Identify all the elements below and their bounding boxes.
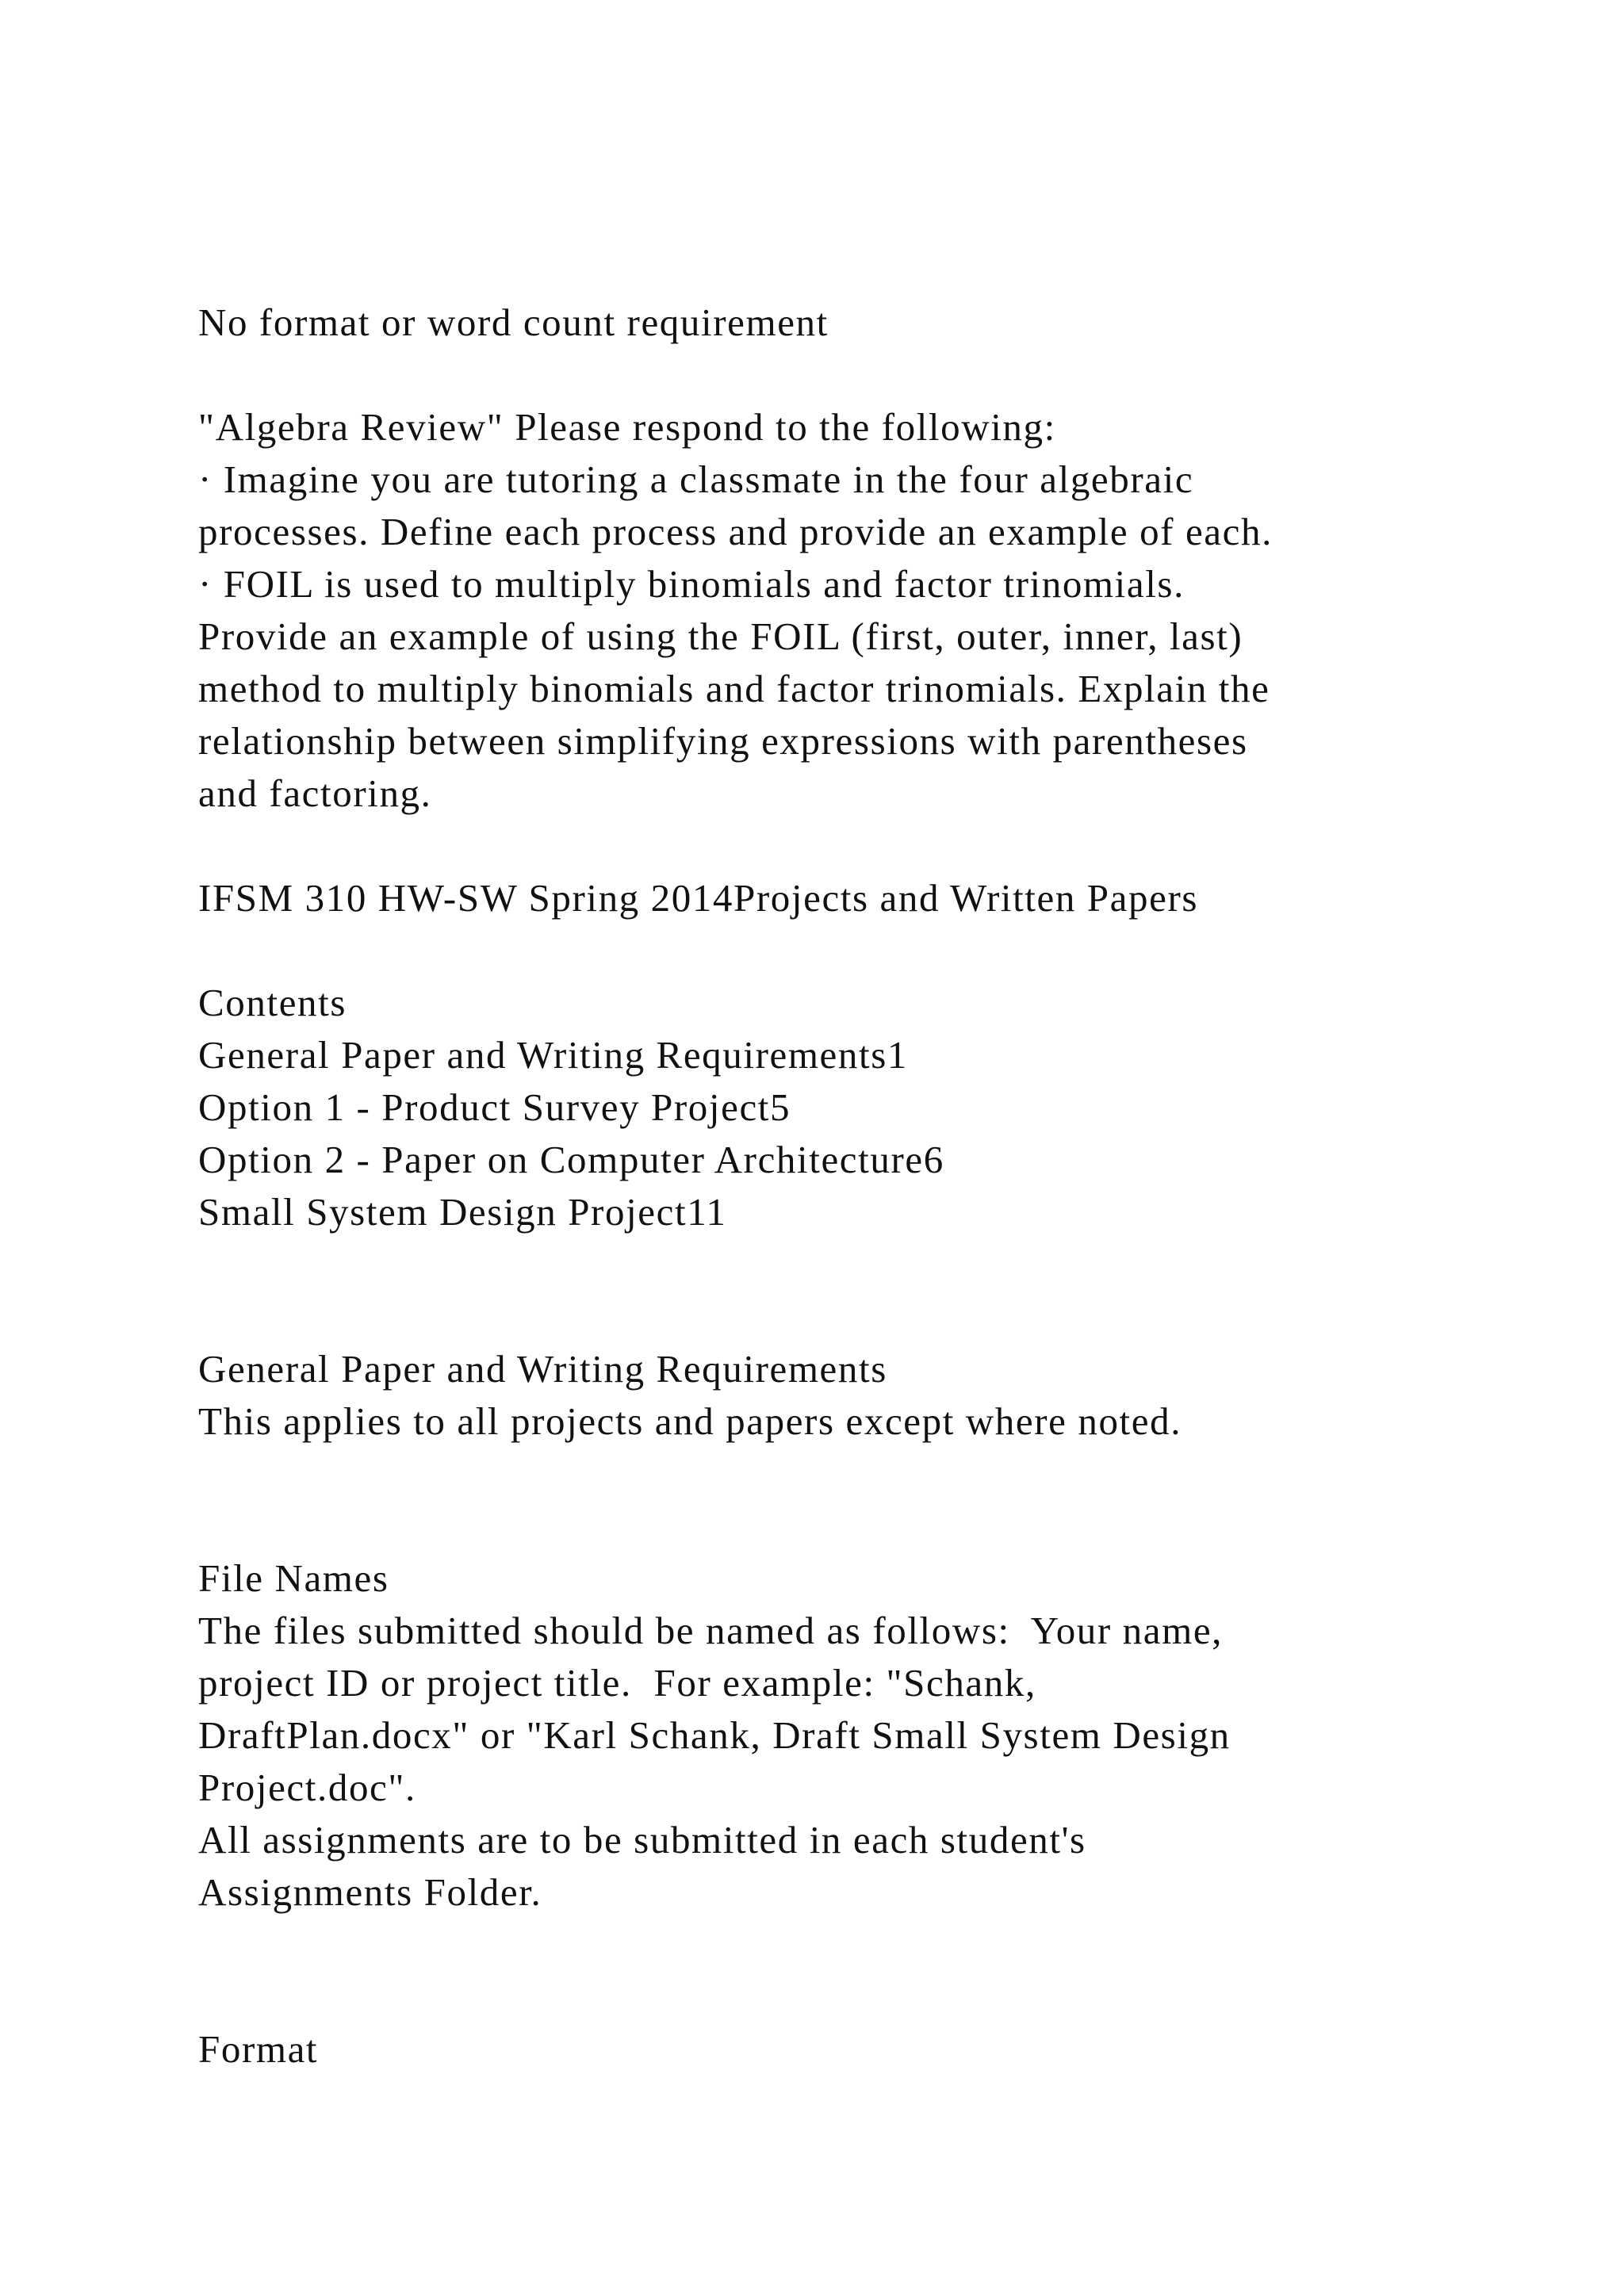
algebra-line: · FOIL is used to multiply binomials and factor trinomials. (198, 562, 1185, 606)
course-title: IFSM 310 HW-SW Spring 2014Projects and Written Papers (198, 876, 1199, 920)
contents-item: Option 1 - Product Survey Project5 (198, 1085, 791, 1129)
algebra-line: · Imagine you are tutoring a classmate in the four algebraic (198, 457, 1194, 501)
requirement-note: No format or word count requirement (198, 300, 829, 344)
contents-item: Option 2 - Paper on Computer Architecture6 (198, 1138, 944, 1181)
file-names-line: Assignments Folder. (198, 1870, 542, 1914)
contents-item: Small System Design Project11 (198, 1190, 727, 1234)
algebra-line: Provide an example of using the FOIL (first, outer, inner, last) (198, 614, 1243, 658)
document-page (198, 297, 1594, 2076)
algebra-line: processes. Define each process and provide an example of each. (198, 510, 1273, 553)
format-heading: Format (198, 2027, 319, 2071)
algebra-line: relationship between simplifying expressions with parentheses (198, 719, 1248, 763)
spacer (198, 349, 1594, 401)
file-names-line: All assignments are to be submitted in each student's (198, 1818, 1086, 1862)
contents-item: General Paper and Writing Requirements1 (198, 1033, 908, 1077)
general-note: This applies to all projects and papers except where noted. (198, 1399, 1182, 1443)
spacer (198, 820, 1594, 872)
spacer (198, 924, 1594, 977)
file-names-line: Project.doc". (198, 1766, 416, 1809)
file-names-line: The files submitted should be named as follows: Your name, (198, 1609, 1224, 1652)
contents-heading: Contents (198, 981, 347, 1024)
spacer (198, 1448, 1594, 1552)
algebra-line: and factoring. (198, 771, 432, 815)
spacer (198, 1919, 1594, 2023)
file-names-heading: File Names (198, 1556, 389, 1600)
spacer (198, 1238, 1594, 1343)
file-names-line: DraftPlan.docx" or "Karl Schank, Draft Small System Design (198, 1713, 1231, 1757)
file-names-line: project ID or project title. For example: "Schank, (198, 1661, 1036, 1705)
algebra-prompt: "Algebra Review" Please respond to the following: (198, 405, 1056, 449)
algebra-line: method to multiply binomials and factor trinomials. Explain the (198, 667, 1270, 710)
general-heading: General Paper and Writing Requirements (198, 1347, 887, 1391)
